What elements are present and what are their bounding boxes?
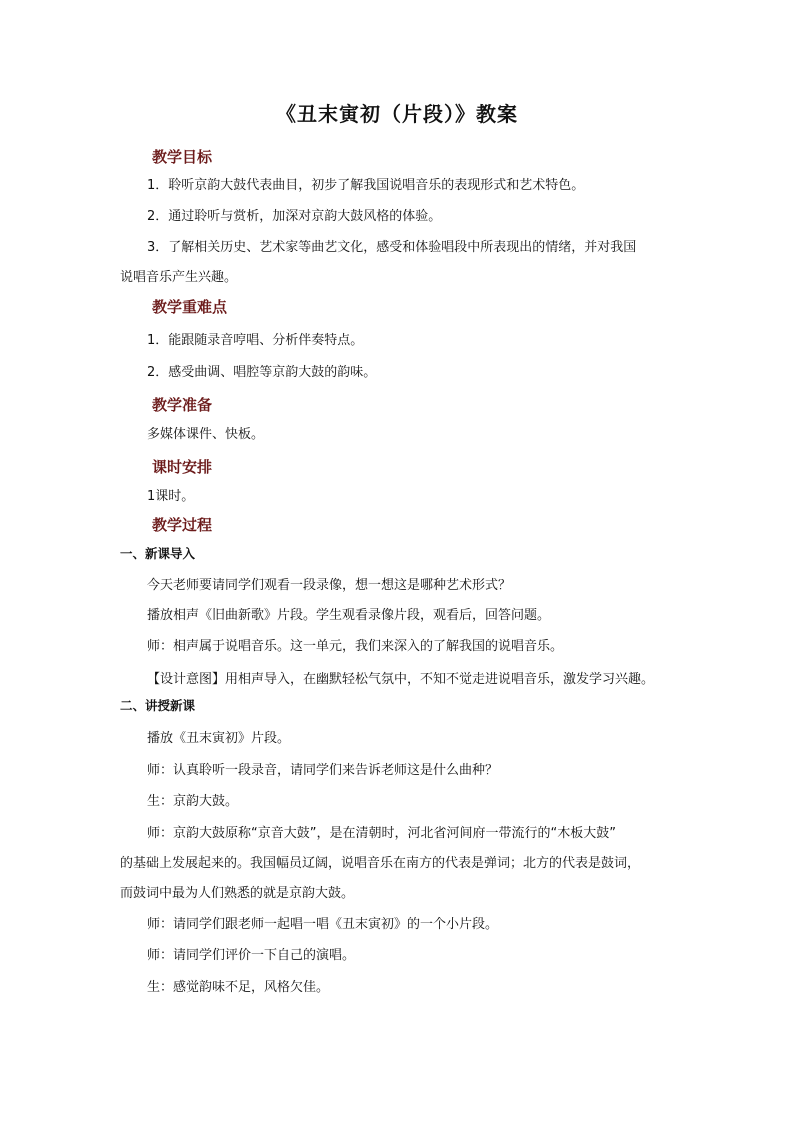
intro-line-1: 今天老师要请同学们观看一段录像，想一想这是哪种艺术形式？ [147,578,512,593]
lesson-line-9: 生：感觉韵味不足，风格欠佳。 [147,980,330,995]
lesson-line-7: 师：请同学们跟老师一起唱一唱《丑末寅初》的一个小片段。 [147,917,499,932]
heading-schedule: 课时安排 [152,458,213,476]
goal-line-3: 3．了解相关历史、艺术家等曲艺文化，感受和体验唱段中所表现出的情绪，并对我国 [147,240,637,255]
document-title: 《丑末寅初（片段）》教案 [276,102,518,126]
lesson-line-2: 师：认真聆听一段录音，请同学们来告诉老师这是什么曲种？ [147,763,499,778]
goal-line-3-cont: 说唱音乐产生兴趣。 [120,270,238,285]
lesson-line-8: 师：请同学们评价一下自己的演唱。 [147,948,356,963]
intro-line-2: 播放相声《旧曲新歌》片段。学生观看录像片段，观看后，回答问题。 [147,608,551,623]
heading-process: 教学过程 [152,516,213,534]
lesson-line-3: 生：京韵大鼓。 [147,794,239,809]
goal-line-2: 2．通过聆听与赏析，加深对京韵大鼓风格的体验。 [147,209,442,224]
lesson-line-6: 而鼓词中最为人们熟悉的就是京韵大鼓。 [120,886,355,901]
heading-preparation: 教学准备 [152,396,213,414]
goal-line-1: 1．聆听京韵大鼓代表曲目，初步了解我国说唱音乐的表现形式和艺术特色。 [147,178,585,193]
schedule-line: 1课时。 [147,489,195,504]
heading-teaching-goals: 教学目标 [152,148,213,166]
key-point-line-1: 1．能跟随录音哼唱、分析伴奏特点。 [147,333,364,348]
subheading-new-lesson: 二、讲授新课 [120,698,196,713]
subheading-introduction: 一、新课导入 [120,546,196,561]
intro-design-intent: 【设计意图】用相声导入，在幽默轻松气氛中，不知不觉走进说唱音乐，激发学习兴趣。 [147,672,655,687]
lesson-line-4: 师：京韵大鼓原称“京音大鼓”，是在清朝时，河北省河间府一带流行的“木板大鼓” [147,826,616,841]
heading-key-points: 教学重难点 [152,298,228,316]
lesson-line-1: 播放《丑末寅初》片段。 [147,731,291,746]
intro-line-3: 师：相声属于说唱音乐。这一单元，我们来深入的了解我国的说唱音乐。 [147,639,564,654]
lesson-line-5: 的基础上发展起来的。我国幅员辽阔，说唱音乐在南方的代表是弹词；北方的代表是鼓词， [120,856,641,871]
key-point-line-2: 2．感受曲调、唱腔等京韵大鼓的韵味。 [147,365,377,380]
preparation-line: 多媒体课件、快板。 [147,427,265,442]
